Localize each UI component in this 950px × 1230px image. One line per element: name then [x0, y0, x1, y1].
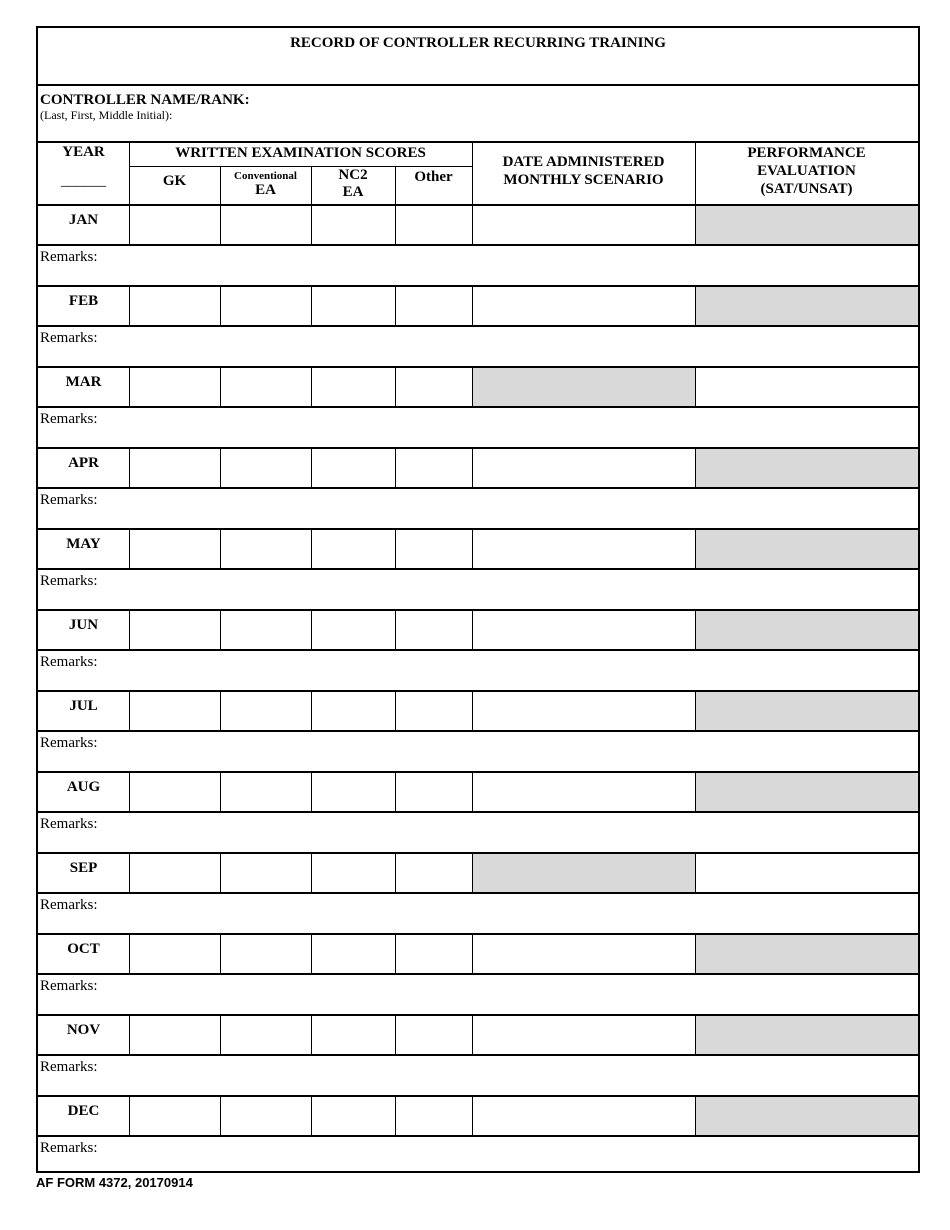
conventional-ea-label: EA	[255, 182, 276, 198]
perf-cell	[696, 287, 918, 325]
table-header	[38, 143, 918, 206]
month-row-may	[38, 530, 918, 570]
gk-cell[interactable]	[130, 935, 221, 973]
remarks-label: Remarks:	[40, 249, 98, 265]
written-exam-header: WRITTEN EXAMINATION SCORES	[175, 145, 426, 161]
date-cell[interactable]	[473, 692, 696, 730]
month-label: FEB	[38, 287, 130, 325]
conventional-cell[interactable]	[221, 611, 312, 649]
month-row-aug	[38, 773, 918, 813]
date-cell	[473, 854, 696, 892]
month-row-nov	[38, 1016, 918, 1056]
perf-cell	[696, 935, 918, 973]
gk-cell[interactable]	[130, 854, 221, 892]
month-row-feb	[38, 287, 918, 327]
training-record-form	[36, 26, 920, 1173]
controller-name-field[interactable]	[38, 86, 918, 143]
form-footer: AF FORM 4372, 20170914	[36, 1175, 193, 1190]
remarks-row[interactable]	[38, 732, 918, 773]
remarks-row[interactable]	[38, 408, 918, 449]
remarks-label: Remarks:	[40, 978, 98, 994]
remarks-row[interactable]	[38, 975, 918, 1016]
conventional-cell[interactable]	[221, 1016, 312, 1054]
perf-cell	[696, 1016, 918, 1054]
other-cell[interactable]	[396, 368, 473, 406]
perf-cell	[696, 611, 918, 649]
nc2-cell[interactable]	[312, 611, 396, 649]
form-title: RECORD OF CONTROLLER RECURRING TRAINING	[38, 28, 918, 86]
performance-label: PERFORMANCE	[747, 145, 866, 161]
monthly-scenario-label: MONTHLY SCENARIO	[503, 172, 664, 188]
month-row-sep	[38, 854, 918, 894]
performance-evaluation-header	[695, 144, 918, 198]
remarks-label: Remarks:	[40, 492, 98, 508]
nc2-cell[interactable]	[312, 1016, 396, 1054]
nc2-cell[interactable]	[312, 206, 396, 244]
date-cell[interactable]	[473, 773, 696, 811]
date-cell	[473, 368, 696, 406]
month-label: APR	[38, 449, 130, 487]
month-label: JUN	[38, 611, 130, 649]
nc2-cell[interactable]	[312, 773, 396, 811]
perf-cell	[696, 1097, 918, 1135]
date-cell[interactable]	[473, 530, 696, 568]
remarks-row[interactable]	[38, 570, 918, 611]
conventional-cell[interactable]	[221, 206, 312, 244]
remarks-label: Remarks:	[40, 330, 98, 346]
evaluation-label: EVALUATION	[757, 163, 856, 179]
remarks-row[interactable]	[38, 1056, 918, 1097]
nc2-cell[interactable]	[312, 368, 396, 406]
gk-cell[interactable]	[130, 692, 221, 730]
gk-cell[interactable]	[130, 287, 221, 325]
date-cell[interactable]	[473, 1016, 696, 1054]
remarks-row[interactable]	[38, 894, 918, 935]
other-cell[interactable]	[396, 773, 473, 811]
month-row-oct	[38, 935, 918, 975]
remarks-row[interactable]	[38, 651, 918, 692]
month-row-jun	[38, 611, 918, 651]
perf-cell	[696, 773, 918, 811]
conventional-cell[interactable]	[221, 773, 312, 811]
conventional-cell[interactable]	[221, 692, 312, 730]
other-cell[interactable]	[396, 206, 473, 244]
remarks-label: Remarks:	[40, 816, 98, 832]
remarks-label: Remarks:	[40, 735, 98, 751]
nc2-label: NC2	[338, 167, 368, 183]
conventional-cell[interactable]	[221, 368, 312, 406]
month-label: NOV	[38, 1016, 130, 1054]
date-cell[interactable]	[473, 287, 696, 325]
nc2-ea-header	[311, 167, 395, 201]
nc2-cell[interactable]	[312, 935, 396, 973]
month-label: MAR	[38, 368, 130, 406]
conventional-cell[interactable]	[221, 854, 312, 892]
nc2-cell[interactable]	[312, 692, 396, 730]
perf-cell	[696, 449, 918, 487]
gk-cell[interactable]	[130, 611, 221, 649]
month-row-dec	[38, 1097, 918, 1137]
gk-cell[interactable]	[130, 449, 221, 487]
month-label: AUG	[38, 773, 130, 811]
nc2-cell[interactable]	[312, 530, 396, 568]
gk-cell[interactable]	[130, 206, 221, 244]
nc2-cell[interactable]	[312, 449, 396, 487]
other-cell[interactable]	[396, 449, 473, 487]
remarks-label: Remarks:	[40, 897, 98, 913]
remarks-label: Remarks:	[40, 1059, 98, 1075]
conventional-cell[interactable]	[221, 1097, 312, 1135]
year-label: YEAR	[62, 144, 105, 160]
other-cell[interactable]	[396, 935, 473, 973]
year-blank[interactable]: ______	[61, 173, 106, 189]
nc2-cell[interactable]	[312, 1097, 396, 1135]
other-cell[interactable]	[396, 530, 473, 568]
remarks-label: Remarks:	[40, 1140, 98, 1156]
other-cell[interactable]	[396, 692, 473, 730]
remarks-row[interactable]	[38, 327, 918, 368]
controller-name-label: CONTROLLER NAME/RANK:	[40, 92, 250, 108]
month-row-jul	[38, 692, 918, 732]
remarks-row[interactable]	[38, 813, 918, 854]
conventional-ea-header	[220, 169, 311, 197]
month-row-apr	[38, 449, 918, 489]
perf-cell	[696, 692, 918, 730]
month-label: OCT	[38, 935, 130, 973]
date-cell[interactable]	[473, 611, 696, 649]
remarks-label: Remarks:	[40, 573, 98, 589]
perf-cell	[696, 530, 918, 568]
other-header: Other	[414, 169, 453, 185]
gk-cell[interactable]	[130, 1097, 221, 1135]
month-label: DEC	[38, 1097, 130, 1135]
other-cell[interactable]	[396, 1097, 473, 1135]
nc2-cell[interactable]	[312, 287, 396, 325]
month-label: SEP	[38, 854, 130, 892]
date-administered-label: DATE ADMINISTERED	[502, 154, 665, 170]
gk-cell[interactable]	[130, 368, 221, 406]
conventional-cell[interactable]	[221, 287, 312, 325]
nc2-ea-label: EA	[342, 184, 364, 200]
other-cell[interactable]	[396, 611, 473, 649]
conventional-cell[interactable]	[221, 935, 312, 973]
gk-cell[interactable]	[130, 773, 221, 811]
month-row-jan	[38, 206, 918, 246]
controller-name-sublabel: (Last, First, Middle Initial):	[40, 108, 173, 122]
nc2-cell[interactable]	[312, 854, 396, 892]
date-cell[interactable]	[473, 449, 696, 487]
perf-cell	[696, 206, 918, 244]
month-label: MAY	[38, 530, 130, 568]
date-administered-header	[472, 153, 695, 189]
perf-cell[interactable]	[696, 854, 918, 892]
remarks-row[interactable]	[38, 246, 918, 287]
remarks-label: Remarks:	[40, 654, 98, 670]
other-cell[interactable]	[396, 287, 473, 325]
remarks-label: Remarks:	[40, 411, 98, 427]
month-label: JUL	[38, 692, 130, 730]
conventional-cell[interactable]	[221, 530, 312, 568]
perf-cell[interactable]	[696, 368, 918, 406]
remarks-row[interactable]	[38, 489, 918, 530]
date-cell[interactable]	[473, 1097, 696, 1135]
gk-cell[interactable]	[130, 530, 221, 568]
remarks-row[interactable]	[38, 1137, 918, 1178]
other-cell[interactable]	[396, 854, 473, 892]
month-row-mar	[38, 368, 918, 408]
date-cell[interactable]	[473, 935, 696, 973]
gk-cell[interactable]	[130, 1016, 221, 1054]
conventional-label: Conventional	[234, 170, 297, 182]
conventional-cell[interactable]	[221, 449, 312, 487]
gk-header: GK	[162, 173, 187, 189]
date-cell[interactable]	[473, 206, 696, 244]
month-label: JAN	[38, 206, 130, 244]
year-header	[38, 143, 129, 190]
sat-unsat-label: (SAT/UNSAT)	[760, 181, 853, 197]
other-cell[interactable]	[396, 1016, 473, 1054]
